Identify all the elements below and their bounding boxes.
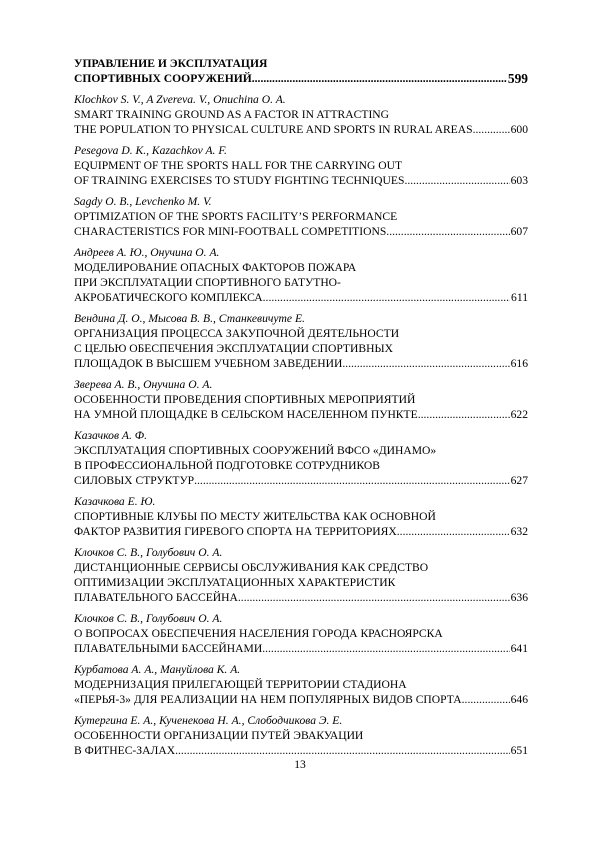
- entry-authors: Pesegova D. K., Kazachkov A. F.: [74, 144, 227, 157]
- dot-leader: [238, 590, 510, 605]
- entry-title-line: OPTIMIZATION OF THE SPORTS FACILITY’S PERFORMANCE: [74, 210, 398, 223]
- entry-authors: Кутергина Е. А., Кученекова Н. А., Слободчикова Э. Е.: [74, 714, 343, 727]
- entry-title-last-line: [74, 473, 528, 488]
- dot-leader: [252, 71, 507, 86]
- entry-page-number: 636: [510, 591, 528, 604]
- toc-entry: [74, 545, 528, 605]
- entry-title-last-line: [74, 356, 528, 371]
- section-heading: [74, 56, 528, 86]
- dot-leader: [397, 524, 510, 539]
- entry-title-line: ОПТИМИЗАЦИИ ЭКСПЛУАТАЦИОННЫХ ХАРАКТЕРИСТИК: [74, 576, 396, 589]
- toc-entry: [74, 494, 528, 539]
- toc-entry: [74, 194, 528, 239]
- entry-title-line: SMART TRAINING GROUND AS A FACTOR IN ATTRACTING: [74, 108, 390, 121]
- dot-leader: [462, 692, 510, 707]
- dot-leader: [342, 356, 509, 371]
- entry-title-last-line: [74, 524, 528, 539]
- entry-page-number: 646: [510, 693, 528, 706]
- entry-title-line: ОСОБЕННОСТИ ОРГАНИЗАЦИИ ПУТЕЙ ЭВАКУАЦИИ: [74, 729, 364, 742]
- entry-title-text: НА УМНОЙ ПЛОЩАДКЕ В СЕЛЬСКОМ НАСЕЛЕННОМ ПУНКТЕ: [74, 408, 418, 421]
- entry-page-number: 632: [510, 525, 528, 538]
- entry-title-text: OF TRAINING EXERCISES TO STUDY FIGHTING TECHNIQUES: [74, 174, 405, 187]
- entry-authors: Курбатова А. А., Мануйлова К. А.: [74, 663, 241, 676]
- dot-leader: [263, 290, 510, 305]
- entry-title-line: В ПРОФЕССИОНАЛЬНОЙ ПОДГОТОВКЕ СОТРУДНИКОВ: [74, 459, 381, 472]
- entry-title-line: ЭКСПЛУАТАЦИЯ СПОРТИВНЫХ СООРУЖЕНИЙ ВФСО «ДИНАМО»: [74, 444, 437, 457]
- toc-entry: [74, 611, 528, 656]
- section-title-text: СПОРТИВНЫХ СООРУЖЕНИЙ: [74, 72, 252, 85]
- entry-title-last-line: [74, 641, 528, 656]
- entry-title-line: МОДЕРНИЗАЦИЯ ПРИЛЕГАЮЩЕЙ ТЕРРИТОРИИ СТАДИОНА: [74, 678, 407, 691]
- entry-authors: Клочков С. В., Голубович О. А.: [74, 546, 223, 559]
- entry-page-number: 611: [511, 291, 528, 304]
- toc-entry: [74, 245, 528, 305]
- entry-title-last-line: [74, 692, 528, 707]
- entry-page-number: 603: [510, 174, 528, 187]
- entry-title-text: «ПЕРЬЯ-3» ДЛЯ РЕАЛИЗАЦИИ НА НЕМ ПОПУЛЯРНЫХ ВИДОВ СПОРТА: [74, 693, 462, 706]
- entry-authors: Казачкова Е. Ю.: [74, 495, 156, 508]
- entry-authors: Клочков С. В., Голубович О. А.: [74, 612, 223, 625]
- entry-authors: Вендина Д. О., Мысова В. В., Станкевичуте Е.: [74, 312, 305, 325]
- dot-leader: [262, 641, 509, 656]
- toc-entry: [74, 428, 528, 488]
- entry-page-number: 607: [510, 225, 528, 238]
- entry-title-last-line: [74, 407, 528, 422]
- toc-entry: [74, 92, 528, 137]
- entry-title-text: ПЛАВАТЕЛЬНОГО БАССЕЙНА: [74, 591, 238, 604]
- dot-leader: [418, 407, 510, 422]
- dot-leader: [386, 224, 509, 239]
- entry-title-line: EQUIPMENT OF THE SPORTS HALL FOR THE CARRYING OUT: [74, 159, 403, 172]
- entry-page-number: 627: [510, 474, 528, 487]
- section-title-line: УПРАВЛЕНИЕ И ЭКСПЛУАТАЦИЯ: [74, 57, 268, 70]
- entry-title-last-line: [74, 224, 528, 239]
- entry-title-line: О ВОПРОСАХ ОБЕСПЕЧЕНИЯ НАСЕЛЕНИЯ ГОРОДА КРАСНОЯРСКА: [74, 627, 443, 640]
- entry-title-last-line: [74, 743, 528, 758]
- section-page-number: 599: [507, 71, 528, 86]
- dot-leader: [194, 473, 509, 488]
- toc-entry: [74, 143, 528, 188]
- entry-title-text: ПЛАВАТЕЛЬНЫМИ БАССЕЙНАМИ: [74, 642, 263, 655]
- entry-page-number: 651: [510, 744, 528, 757]
- toc-entry: [74, 377, 528, 422]
- entry-page-number: 641: [510, 642, 528, 655]
- entry-title-text: THE POPULATION TO PHYSICAL CULTURE AND SPORTS IN RURAL AREAS: [74, 123, 473, 136]
- entry-title-last-line: [74, 590, 528, 605]
- entry-authors: Sagdy O. B., Levchenko M. V.: [74, 195, 212, 208]
- dot-leader: [404, 173, 509, 188]
- entry-authors: Андреев А. Ю., Онучина О. А.: [74, 246, 220, 259]
- entry-title-line: ПРИ ЭКСПЛУАТАЦИИ СПОРТИВНОГО БАТУТНО-: [74, 276, 341, 289]
- entry-page-number: 600: [510, 123, 528, 136]
- entry-authors: Зверева А. В., Онучина О. А.: [74, 378, 213, 391]
- entry-title-last-line: [74, 122, 528, 137]
- entry-title-line: ДИСТАНЦИОННЫЕ СЕРВИСЫ ОБСЛУЖИВАНИЯ КАК СРЕДСТВО: [74, 561, 429, 574]
- entry-title-text: СИЛОВЫХ СТРУКТУР: [74, 474, 195, 487]
- entry-page-number: 622: [510, 408, 528, 421]
- entry-title-last-line: [74, 290, 528, 305]
- entry-authors: Klochkov S. V., A Zvereva. V., Onuchina O. A.: [74, 93, 286, 106]
- toc-entry: [74, 713, 528, 758]
- entry-title-text: ФАКТОР РАЗВИТИЯ ГИРЕВОГО СПОРТА НА ТЕРРИТОРИЯХ: [74, 525, 397, 538]
- toc-entry: [74, 662, 528, 707]
- toc-entry: [74, 311, 528, 371]
- section-title-last-line: [74, 71, 528, 86]
- entry-title-text: ПЛОЩАДОК В ВЫСШЕМ УЧЕБНОМ ЗАВЕДЕНИИ: [74, 357, 343, 370]
- page-number: 13: [294, 758, 306, 771]
- entry-title-line: СПОРТИВНЫЕ КЛУБЫ ПО МЕСТУ ЖИТЕЛЬСТВА КАК ОСНОВНОЙ: [74, 510, 436, 523]
- entry-title-line: ОСОБЕННОСТИ ПРОВЕДЕНИЯ СПОРТИВНЫХ МЕРОПРИЯТИЙ: [74, 393, 416, 406]
- entry-authors: Казачков А. Ф.: [74, 429, 148, 442]
- entry-title-text: В ФИТНЕС-ЗАЛАХ: [74, 744, 176, 757]
- table-of-contents: [74, 56, 528, 764]
- dot-leader: [473, 122, 510, 137]
- entry-title-line: С ЦЕЛЬЮ ОБЕСПЕЧЕНИЯ ЭКСПЛУАТАЦИИ СПОРТИВНЫХ: [74, 342, 393, 355]
- dot-leader: [175, 743, 510, 758]
- entry-page-number: 616: [510, 357, 528, 370]
- entry-title-text: АКРОБАТИЧЕСКОГО КОМПЛЕКСА: [74, 291, 263, 304]
- entry-title-line: МОДЕЛИРОВАНИЕ ОПАСНЫХ ФАКТОРОВ ПОЖАРА: [74, 261, 357, 274]
- entry-title-last-line: [74, 173, 528, 188]
- entry-title-line: ОРГАНИЗАЦИЯ ПРОЦЕССА ЗАКУПОЧНОЙ ДЕЯТЕЛЬНОСТИ: [74, 327, 400, 340]
- entry-title-text: CHARACTERISTICS FOR MINI-FOOTBALL COMPETITIONS: [74, 225, 387, 238]
